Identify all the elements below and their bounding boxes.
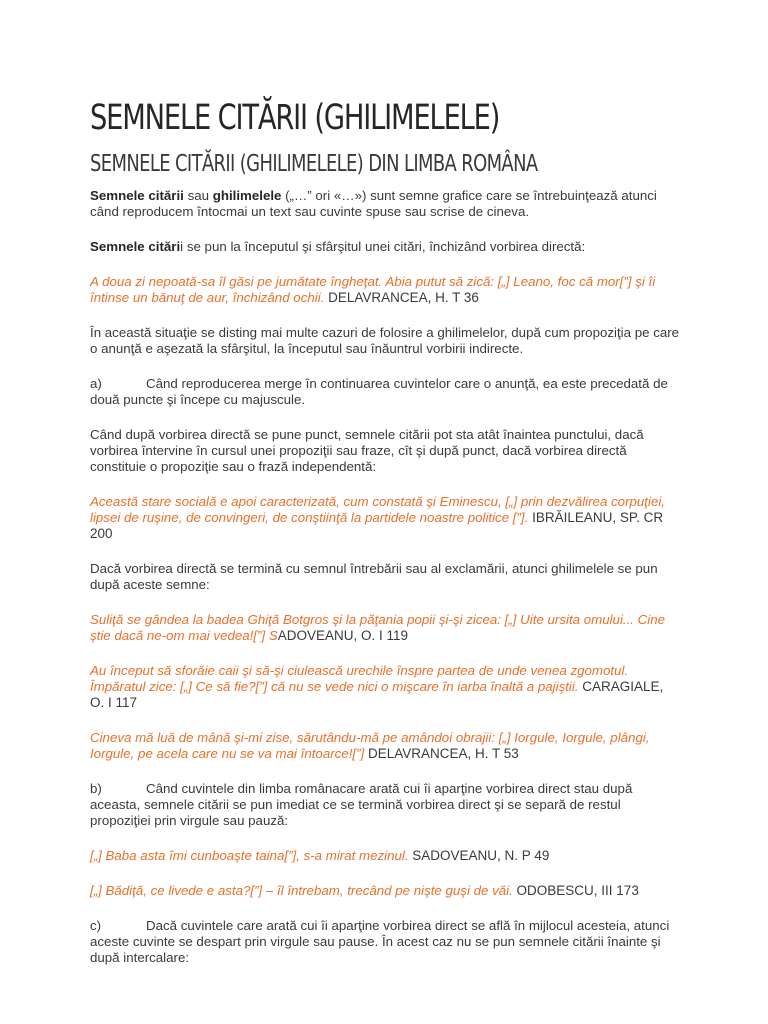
paragraph-text: Dacă cuvintele care arată cui îi aparţine vorbirea direct se află în mijlocul acesteia, atunci aceste cuvinte se despart prin virgule sau pause. În acest caz nu se pun semnele citării înainte şi după intercalare: — [90, 918, 670, 965]
document-page — [90, 92, 680, 985]
quote-text: Au început să sforăie caii şi să-şi ciulească urechile înspre partea de unde venea zgomotul. Împăratul zice: [„] Ce să fie?[”] că nu se vede nici o mişcare în iarba înaltă a pajiştii. — [90, 663, 629, 694]
paragraph-text: Când reproducerea merge în continuarea cuvintelor care o anunţă, ea este precedată de două puncte şi începe cu majuscule. — [90, 376, 668, 407]
example-quote — [90, 612, 680, 644]
bold-term: Semnele citări — [90, 239, 181, 254]
paragraph-punctuation: Când după vorbirea directă se pune punct, semnele citării pot sta atât înaintea punctului, dacă vorbirea întervine în cursul unei propoziţii sau fraze, cît şi după punct, dacă vorbirea directă constituie o propoziţie sau o frază independentă: — [90, 427, 644, 474]
paragraph-text: Când cuvintele din limba românacare arată cui îi aparţine vorbirea direct stau după aceasta, semnele citării se pun imediat ce se termină vorbirea direct şi se separă de restul propoziţiei prin virgule sau pauză: — [90, 781, 633, 828]
quote-text: [„] Baba asta îmi cunboaşte taina[”], s-a mirat mezinul. — [90, 848, 409, 863]
paragraph-case-b — [90, 781, 680, 829]
example-quote — [90, 848, 680, 864]
page-title: SEMNELE CITĂRII (GHILIMELELE) — [90, 98, 500, 138]
paragraph-text: i se pun la începutul şi sfârşitul unei citări, închizând vorbirea directă: — [180, 239, 586, 254]
case-label: b) — [90, 781, 102, 796]
case-label: a) — [90, 376, 102, 391]
bold-term: Semnele citării — [90, 188, 184, 203]
paragraph-question-exclamation: Dacă vorbirea directă se termină cu semnul întrebării sau al exclamării, atunci ghilimelele se pun după aceste semne: — [90, 561, 658, 592]
quote-source: SADOVEANU, N. P 49 — [408, 848, 550, 863]
quote-source: ADOVEANU, O. I 119 — [277, 628, 409, 643]
paragraph-usage — [90, 239, 680, 255]
example-quote — [90, 730, 680, 762]
paragraph-cases: În această situaţie se disting mai multe cazuri de folosire a ghilimelelor, după cum propoziţia pe care o anunţă e aşezată la sfârşitul, la începutul sau înăuntrul vorbirii indirecte. — [90, 325, 680, 356]
quote-text: Suliţă se gândea la badea Ghiţă Botgros şi la păţania popii şi-şi zicea: [„] Uite ursita omului... Cine ştie dacă ne-om mai vedea![”] S — [90, 612, 666, 643]
quote-source: ODOBESCU, III 173 — [512, 883, 639, 898]
paragraph-case-c — [90, 918, 680, 966]
quote-text: A doua zi nepoată-sa îl găsi pe jumătate îngheţat. Abia putut să zică: [„] Leano, foc că mor[”] şi îi întinse un bănuţ de aur, închizând ochii. — [90, 274, 656, 305]
quote-source: DELAVRANCEA, H. T 36 — [324, 290, 479, 305]
example-quote — [90, 663, 680, 711]
bold-term: ghilimelele — [212, 188, 282, 203]
example-quote — [90, 274, 680, 306]
paragraph-text: sau — [183, 188, 213, 203]
paragraph-text: („…” ori «…») sunt semne grafice care se întrebuinţează atunci când reproducem întocmai un text sau cuvinte spuse sau scrise de cineva. — [90, 188, 657, 219]
paragraph-definition — [90, 188, 680, 220]
quote-text: [„] Bădiţă, ce livede e asta?[”] – îl întrebam, trecând pe nişte guşi de văi. — [90, 883, 513, 898]
case-label: c) — [90, 918, 102, 933]
quote-source: CARAGIALE, O. I 117 — [90, 679, 664, 710]
example-quote — [90, 883, 680, 899]
page-subtitle: SEMNELE CITĂRII (GHILIMELELE) DIN LIMBA ROMÂNA — [90, 151, 538, 177]
quote-text: Cineva mă luă de mână şi-mi zise, sărutându-mă pe amândoi obrajii: [„] Iorgule, Iorgule, plângi, Iorgule, pe acela care nu se va mai întoarce![”] — [90, 730, 650, 761]
example-quote — [90, 494, 680, 542]
quote-text: Această stare socială e apoi caracterizată, cum constată şi Eminescu, [„] prin dezvălirea corpuţiei, lipsei de ruşine, de convingeri, de conştiinţă la partidele noastre politice [”]. — [90, 494, 665, 525]
quote-source: IBRĂILEANU, SP. CR 200 — [90, 510, 664, 541]
quote-source: DELAVRANCEA, H. T 53 — [364, 746, 519, 761]
paragraph-case-a — [90, 376, 680, 408]
